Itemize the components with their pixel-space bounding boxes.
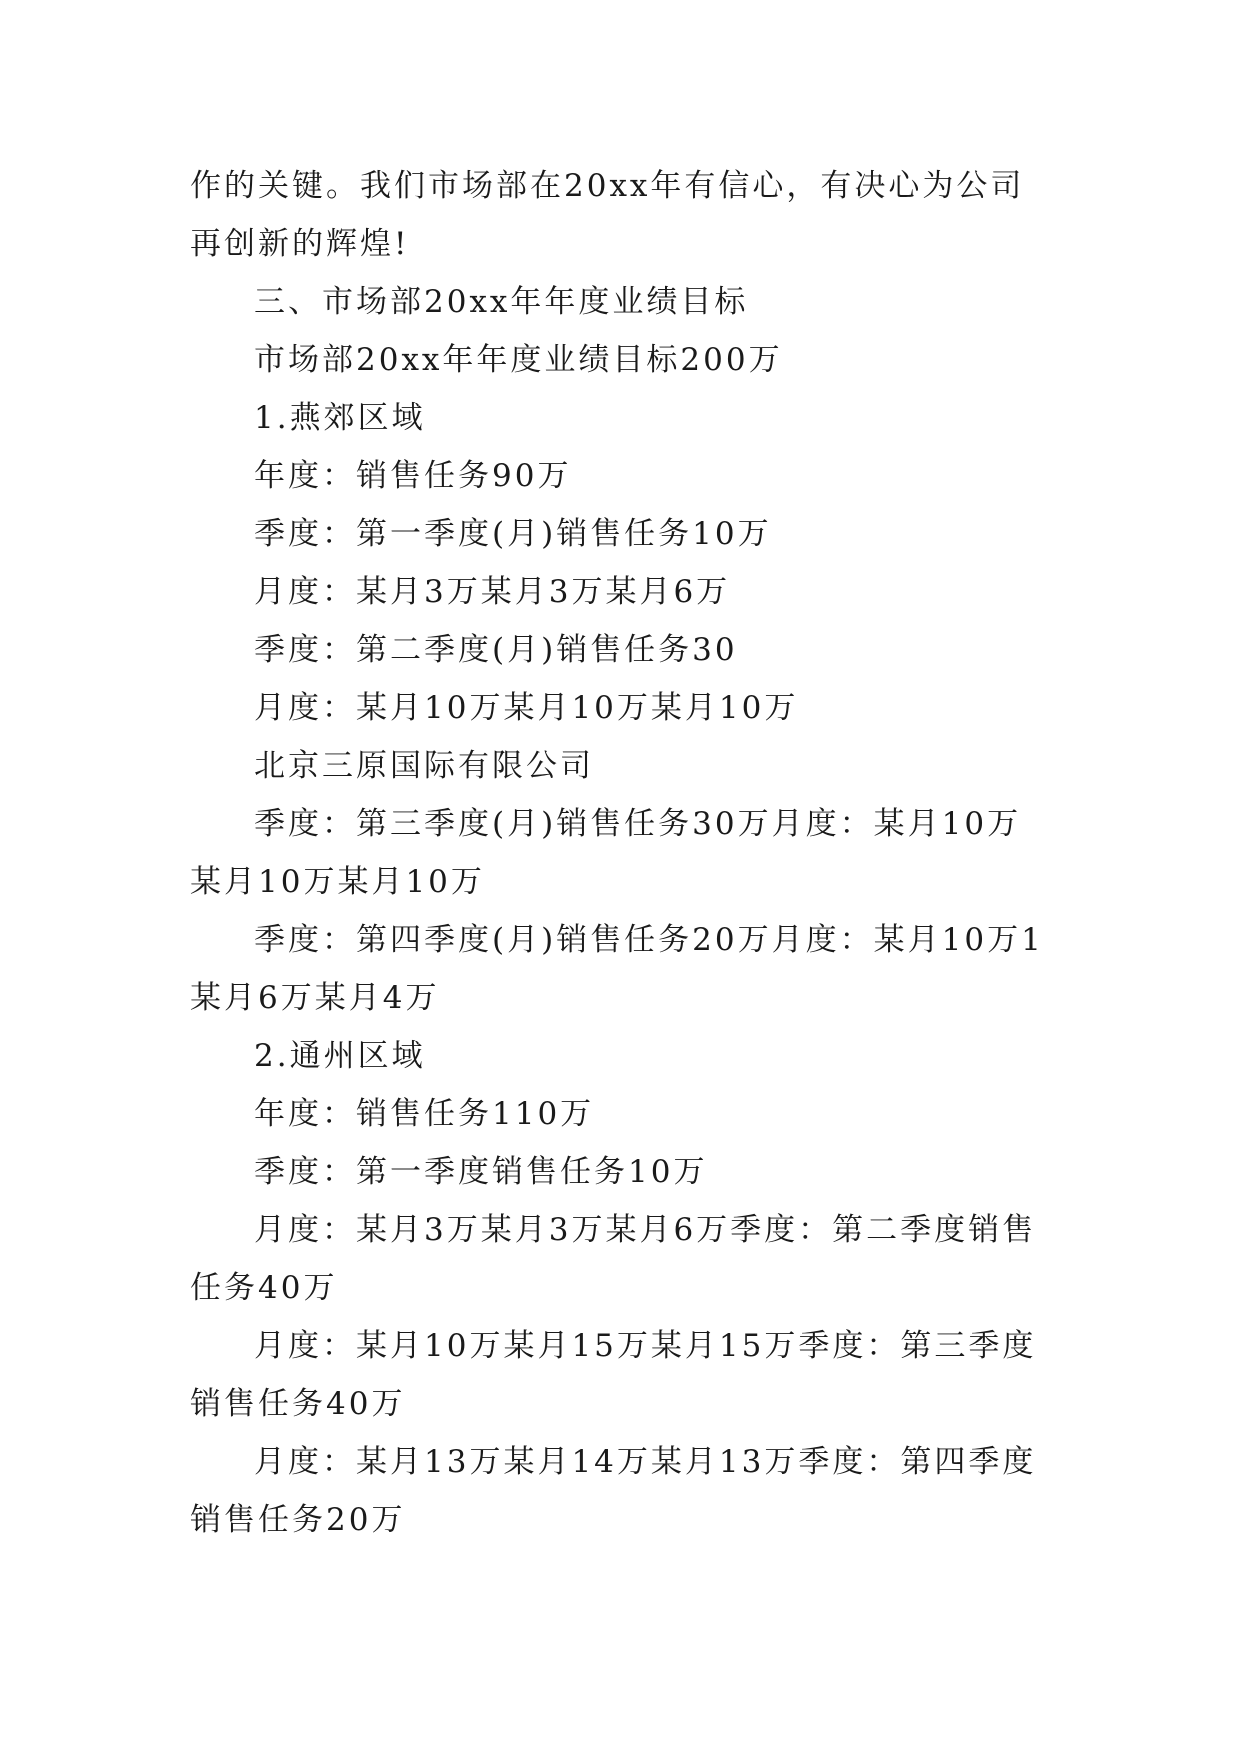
- paragraph-tongzhou-q1-monthly-q2: 月度：某月3万某月3万某月6万季度：第二季度销售任务40万: [190, 1212, 1037, 1306]
- paragraph-closing-statement: 作的关键。我们市场部在20xx年有信心，有决心为公司再创新的辉煌!: [190, 168, 1025, 262]
- paragraph-tongzhou-annual: 年度：销售任务110万: [254, 1096, 595, 1132]
- paragraph-tongzhou-q1: 季度：第一季度销售任务10万: [254, 1154, 708, 1190]
- paragraph-yanjiao-annual: 年度：销售任务90万: [254, 458, 572, 494]
- subheading-tongzhou-region: 2.通州区域: [254, 1038, 426, 1074]
- paragraph-yanjiao-q3: 季度：第三季度(月)销售任务30万月度：某月10万某月10万某月10万: [190, 806, 1022, 900]
- paragraph-yanjiao-q1: 季度：第一季度(月)销售任务10万: [254, 516, 772, 552]
- section-heading-annual-targets: 三、市场部20xx年年度业绩目标: [254, 284, 749, 320]
- paragraph-tongzhou-q2-monthly-q3: 月度：某月10万某月15万某月15万季度：第三季度销售任务40万: [190, 1328, 1037, 1422]
- paragraph-yanjiao-q4: 季度：第四季度(月)销售任务20万月度：某月10万1某月6万某月4万: [190, 922, 1044, 1016]
- paragraph-tongzhou-q3-monthly-q4: 月度：某月13万某月14万某月13万季度：第四季度销售任务20万: [190, 1444, 1037, 1538]
- paragraph-yanjiao-q2: 季度：第二季度(月)销售任务30: [254, 632, 738, 668]
- paragraph-yanjiao-q2-monthly: 月度：某月10万某月10万某月10万: [254, 690, 799, 726]
- paragraph-overall-target: 市场部20xx年年度业绩目标200万: [254, 342, 783, 378]
- paragraph-company-name: 北京三原国际有限公司: [254, 748, 594, 784]
- paragraph-yanjiao-q1-monthly: 月度：某月3万某月3万某月6万: [254, 574, 731, 610]
- subheading-yanjiao-region: 1.燕郊区域: [254, 400, 426, 436]
